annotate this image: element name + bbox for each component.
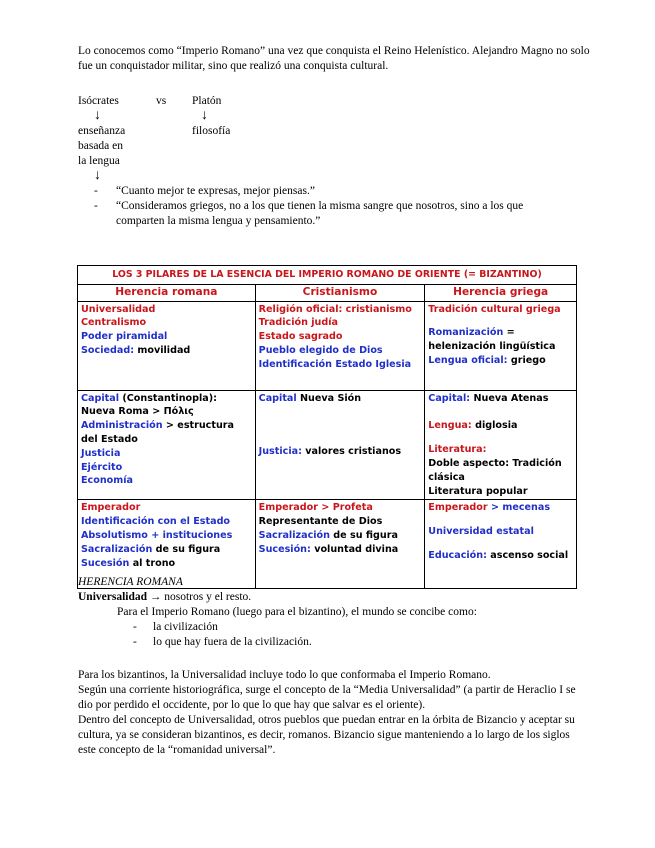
header-christian: Cristianismo <box>255 284 425 301</box>
roman-capital: Capital (Constantinopla): <box>81 392 217 404</box>
greek-lengua-oficial: Lengua oficial: griego <box>428 354 546 366</box>
vs-label: vs <box>156 95 167 107</box>
intro-paragraph: Lo conocemos como “Imperio Romano” una vez que conquista el Reino Helenístico. Alejandro Magno no solo fue un conquistador militar, sino que realizó una conquista cultural. <box>78 45 590 72</box>
greek-doble-aspecto: Doble aspecto: Tradición clásica <box>428 457 562 483</box>
cell-christ-r2 <box>255 390 425 500</box>
roman-justicia: Justicia <box>81 447 121 459</box>
greek-lengua: Lengua: diglosia <box>428 420 518 432</box>
greek-literatura: Literatura: <box>428 444 487 456</box>
pillars-table <box>77 265 577 589</box>
down-arrow-icon: ↓ <box>201 108 208 123</box>
cell-greek-r2 <box>425 390 577 500</box>
greek-universidad: Universidad estatal <box>428 526 534 538</box>
roman-emperador: Emperador <box>81 502 141 514</box>
roman-absolutismo: Absolutismo + instituciones <box>81 529 233 541</box>
platon-result: filosofía <box>192 125 231 137</box>
christ-tradicion: Tradición judía <box>258 317 338 329</box>
paragraph: Dentro del concepto de Universalidad, otros pueblos que puedan entrar en la órbita de Bizancio y aceptar su cultura, ya se consideran bizantinos, es decir, romanos. Bizancio sigue manteniendo a lo largo de los siglos este concepto de la “romanidad universal”. <box>78 714 575 756</box>
quotes-list <box>78 184 558 229</box>
concibe-line: Para el Imperio Romano (luego para el bizantino), el mundo se concibe como: <box>117 606 477 618</box>
christ-representante: Representante de Dios <box>258 516 383 528</box>
christ-religion: Religión oficial: cristianismo <box>258 303 412 315</box>
roman-centralismo: Centralismo <box>81 317 147 329</box>
roman-administracion: Administración > estructura del Estado <box>81 420 234 445</box>
roman-nueva-roma: Nueva Roma > Πόλις <box>81 406 194 418</box>
cell-christ-r3 <box>255 500 425 589</box>
universalidad-line: Universalidad → nosotros y el resto. <box>78 591 252 603</box>
cell-roman-r2 <box>78 390 256 500</box>
list-item: - lo que hay fuera de la civilización. <box>117 635 312 650</box>
list-item: - la civilización <box>117 620 312 635</box>
cell-greek-r3 <box>425 500 577 589</box>
down-arrow-icon: ↓ <box>94 108 101 123</box>
greek-romanizacion: Romanización = helenización lingüística <box>428 327 556 353</box>
platon-label: Platón <box>192 95 222 107</box>
body-paragraphs <box>78 668 578 758</box>
isocrates-label: Isócrates <box>78 95 119 107</box>
roman-poder: Poder piramidal <box>81 331 168 343</box>
roman-sociedad: Sociedad: movilidad <box>81 344 191 356</box>
roman-ejercito: Ejército <box>81 461 123 473</box>
christ-sacralizacion: Sacralización de su figura <box>258 529 398 541</box>
header-greek: Herencia griega <box>425 284 577 301</box>
christ-identificacion: Identificación Estado Iglesia <box>258 358 412 370</box>
roman-sacralizacion: Sacralización de su figura <box>81 543 221 555</box>
cell-roman-r1 <box>78 301 256 390</box>
greek-educacion: Educación: ascenso social <box>428 549 569 561</box>
roman-economia: Economía <box>81 475 134 487</box>
christ-emperador: Emperador > Profeta <box>258 502 373 514</box>
isocrates-result-line: basada en <box>78 140 124 152</box>
roman-sucesion: Sucesión al trono <box>81 557 176 569</box>
christ-capital: Capital Nueva Sión <box>258 392 362 404</box>
isocrates-result-line: la lengua <box>78 155 120 167</box>
cell-greek-r1 <box>425 301 577 390</box>
section-title: HERENCIA ROMANA <box>78 576 183 588</box>
quote-item: - “Consideramos griegos, no a los que tienen la misma sangre que nosotros, sino a los que comparten la misma lengua y pensamiento.” <box>78 199 558 229</box>
christ-justicia: Justicia: valores cristianos <box>258 446 402 458</box>
header-roman: Herencia romana <box>78 284 256 301</box>
christ-estado: Estado sagrado <box>258 331 343 343</box>
christ-sucesion: Sucesión: voluntad divina <box>258 543 399 555</box>
roman-universalidad: Universalidad <box>81 303 156 315</box>
greek-capital: Capital: Nueva Atenas <box>428 392 549 404</box>
greek-tradicion: Tradición cultural griega <box>428 303 561 315</box>
world-list <box>117 620 312 650</box>
paragraph: Según una corriente historiográfica, surge el concepto de la “Media Universalidad” (a partir de Heraclio I se dio por perdido el occidente, por lo que lo que hay que salvar es el oriente). <box>78 684 576 711</box>
table-title: LOS 3 PILARES DE LA ESENCIA DEL IMPERIO ROMANO DE ORIENTE (= BIZANTINO) <box>78 266 577 285</box>
roman-identificacion: Identificación con el Estado <box>81 516 231 528</box>
christ-pueblo: Pueblo elegido de Dios <box>258 344 383 356</box>
cell-christ-r1 <box>255 301 425 390</box>
down-arrow-icon: ↓ <box>94 168 101 183</box>
paragraph: Para los bizantinos, la Universalidad incluye todo lo que conformaba el Imperio Romano. <box>78 669 491 681</box>
quote-item: - “Cuanto mejor te expresas, mejor piensas.” <box>78 184 558 199</box>
isocrates-result-line: enseñanza <box>78 125 126 137</box>
greek-emperador: Emperador > mecenas <box>428 502 551 514</box>
greek-lit-popular: Literatura popular <box>428 485 528 497</box>
